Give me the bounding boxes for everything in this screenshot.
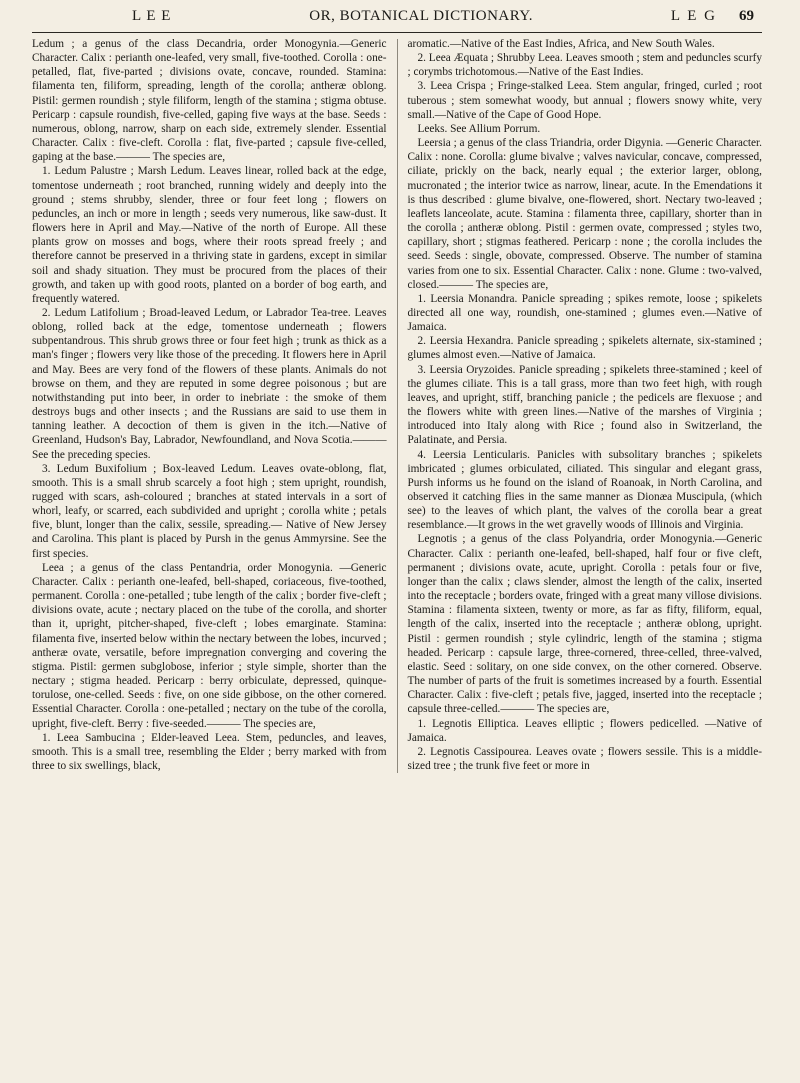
- entry-ledum-palustre: 1. Ledum Palustre ; Marsh Ledum. Leaves linear, rolled back at the edge, tomentose underneath ; root branched, running widely and deeply into the ground ; stems shrubby, slender, three or four feet long ; flowers on peduncles, an inch or more in length ; seeds very numerous, like saw-dust. It flowers here in April and May.—Native of the north of Europe. All these plants grow on mosses and bogs, where their roots spread freely ; and therefore cannot be preserved in a thriving state in gardens, except in similar soil and shady situation. They must be procured from the places of their growth, and taken up with good roots, planted on a border of bog earth, and frequently watered.: [32, 165, 387, 305]
- header-rule: [32, 32, 762, 33]
- header-title: OR, BOTANICAL DICTIONARY.: [309, 8, 534, 24]
- column-divider: [397, 39, 398, 773]
- entry-leea: Leea ; a genus of the class Pentandria, order Monogynia. —Generic Character. Calix : perianth one-leafed, bell-shaped, coriaceous, five-toothed, permanent. Corolla : one-petalled ; tube length of the calix ; border five-cleft ; divisions ovate, acute ; nectary placed on the tube of the corolla, and shorter than it, upright, pitcher-shaped, five-cleft ; lobes emarginate. Stamina: filamenta five, inserted below within the nectary between the lobes, incurved ; antheræ ovate, versatile, before impregnation converging and covering the stigma. Pistil: germen subglobose, inferior ; style simple, shorter than the nectary ; stigma headed. Pericarp : berry orbiculate, depressed, quinque-torulose, one-celled. Seeds : five, on one side gibbose, on the other cornered. Essential Character. Corolla : one-petalled ; nectary on the tube of the corolla, upright, five-cleft. Berry : five-seeded.——— The species are,: [32, 561, 387, 730]
- entry-leersia-monandra: 1. Leersia Monandra. Panicle spreading ; spikes remote, loose ; spikelets directed all one way, roundish, one-stamined ; glumes even.—Native of Jamaica.: [407, 292, 762, 334]
- entry-leea-aequata: 2. Leea Æquata ; Shrubby Leea. Leaves smooth ; stem and peduncles scurfy ; corymbs trichotomous.—Native of the East Indies.: [407, 52, 762, 79]
- entry-leea-sambucina-cont: aromatic.—Native of the East Indies, Africa, and New South Wales.: [407, 38, 715, 50]
- entry-legnotis-cassipourea: 2. Legnotis Cassipourea. Leaves ovate ; flowers sessile. This is a middle-sized tree ; the trunk five feet or more in: [407, 745, 762, 772]
- header-right-guide-word: [671, 8, 754, 25]
- entry-legnotis: Legnotis ; a genus of the class Polyandria, order Monogynia.—Generic Character. Calix : perianth one-leafed, bell-shaped, half four or five cleft, permanent ; divisions ovate, acute, upright. Corolla : petals four or five, longer than the calix ; claws slender, almost the length of the calix, inserted into the receptacle ; borders ovate, fringed with a great many villose divisions. Stamina : filamenta sixteen, twenty or more, as far as fifty, filiform, equal, length of the calix, inserted into the receptacle ; antheræ oblong, upright. Pistil : germen roundish ; style cylindric, length of the stamina ; stigma headed. Pericarp : capsule large, three-cornered, three-celled, three-valved, elastic. Seed : solitary, on one side convex, on the other cornered. Observe. The number of parts of the fruit is sometimes increased by a fourth. Essential Character. Calix : five-cleft ; petals five, jagged, inserted into the receptacle ; capsule three-celled.——— The species are,: [407, 533, 762, 716]
- entry-ledum-buxifolium: 3. Ledum Buxifolium ; Box-leaved Ledum. Leaves ovate-oblong, flat, smooth. This is a small shrub scarcely a foot high ; stem upright, roundish, rugged with scars, ash-coloured ; branches at stated intervals in a sort of whorl, leafy, or scarred, each subdivided and upright ; corolla white ; petals five, blunt, longer than the calix, sessile, spreading.— Native of New Jersey and Carolina. This plant is placed by Pursh in the genus Ammyrsine. See the first species.: [32, 462, 387, 560]
- entry-leea-crispa: 3. Leea Crispa ; Fringe-stalked Leea. Stem angular, fringed, curled ; root tuberous ; stem somewhat woody, but annual ; flowers snowy white, very small.—Native of the Cape of Good Hope.: [407, 80, 762, 121]
- header-left-guide-word: L E E: [132, 8, 172, 24]
- entry-legnotis-elliptica: 1. Legnotis Elliptica. Leaves elliptic ; flowers pedicelled. —Native of Jamaica.: [407, 717, 762, 744]
- page-number: 69: [738, 8, 754, 24]
- running-header: [32, 8, 762, 30]
- header-right-text: L E G: [670, 8, 717, 24]
- entry-leersia-oryzoides: 3. Leersia Oryzoides. Panicle spreading ; spikelets three-stamined ; keel of the glumes ciliate. This is a tall grass, more than two feet high, with rough leaves, and upright, stiff, branching panicle ; the pedicels are flexuose ; and the flowers white with green lines.—Native of the marshes of Virginia ; introduced into Italy along with Rice ; found also in Switzerland, the Palatinate, and Persia.: [407, 363, 762, 447]
- entry-leersia-hexandra: 2. Leersia Hexandra. Panicle spreading ; spikelets alternate, six-stamined ; glumes almost even.—Native of Jamaica.: [407, 335, 762, 362]
- entry-ledum-latifolium: 2. Ledum Latifolium ; Broad-leaved Ledum, or Labrador Tea-tree. Leaves oblong, rolled back at the edge, tomentose underneath ; flowers subpentandrous. This shrub grows three or four feet high ; trunk as thick as a man's finger ; flowers very like those of the preceding. It flowers here in April and May. Bees are very fond of the flowers of these plants. Animals do not browse on them, and they are reputed in some degree poisonous ; but are notwithstanding put into beer, in order to inebriate : the smoke of them destroys bugs and other insects ; and the Russians are said to use them in tanning leather. A decoction of them is given in the itch.—Native of Greenland, Hudson's Bay, Labrador, Newfoundland, and Nova Scotia.———See the preceding species.: [32, 306, 387, 461]
- entry-leersia-lenticularis: 4. Leersia Lenticularis. Panicles with subsolitary branches ; spikelets imbricated ; glumes orbiculated, ciliated. This singular and elegant grass, Pursh informs us he found on the island of Roanoak, in North Carolina, and observed it catching flies in the same manner as Dionæa Muscipula, (which see) to the leaves of which plant, the valves of the corolla bear a great resemblance.—It grows in the wet gravelly woods of Illinois and Virginia.: [407, 448, 762, 532]
- text-columns: [32, 37, 762, 773]
- entry-leeks: Leeks. See Allium Porrum.: [417, 122, 541, 135]
- right-column: [408, 37, 763, 773]
- entry-leea-sambucina: 1. Leea Sambucina ; Elder-leaved Leea. Stem, peduncles, and leaves, smooth. This is a small tree, resembling the Elder ; berry marked with from three to six swellings, black,: [32, 731, 387, 772]
- entry-ledum: Ledum ; a genus of the class Decandria, order Monogynia.—Generic Character. Calix : perianth one-leafed, very small, five-toothed. Corolla : one-petalled, flat, five-parted ; divisions ovate, concave, rounded. Stamina: filamenta ten, filiform, spreading, length of the corolla; antheræ oblong. Pistil: germen roundish ; style filiform, length of the stamina ; stigma obtuse. Pericarp : capsule roundish, five-celled, gaping five ways at the base. Seeds : numerous, oblong, narrow, sharp on each side, extremely slender. Essential Character. Calix : five-cleft. Corolla : flat, five-parted ; capsule five-celled, gaping at the base.——— The species are,: [32, 38, 387, 164]
- left-column: [32, 37, 387, 773]
- entry-leersia: Leersia ; a genus of the class Triandria, order Digynia. —Generic Character. Calix : none. Corolla: glume bivalve ; valves navicular, concave, compressed, ciliate, prickly on the back, nearly equal ; the exterior larger, oblong, mucronated ; the interior twice as narrow, linear, acute. In the Emendations it is thus described : glume bivalve, one-flowered, short. Nectary two-leaved ; leaflets lanceolate, acute. Stamina : filamenta three, capillary, shorter than in the corolla ; antheræ oblong. Pistil : germen ovate, compressed ; styles two, capillary, short ; stigmas feathered. Pericarp : none ; the corolla includes the seed. Seeds : single, obovate, compressed. Observe. The number of stamina varies from one to six. Essential Character. Calix : none. Glume : two-valved, closed.——— The species are,: [407, 137, 762, 291]
